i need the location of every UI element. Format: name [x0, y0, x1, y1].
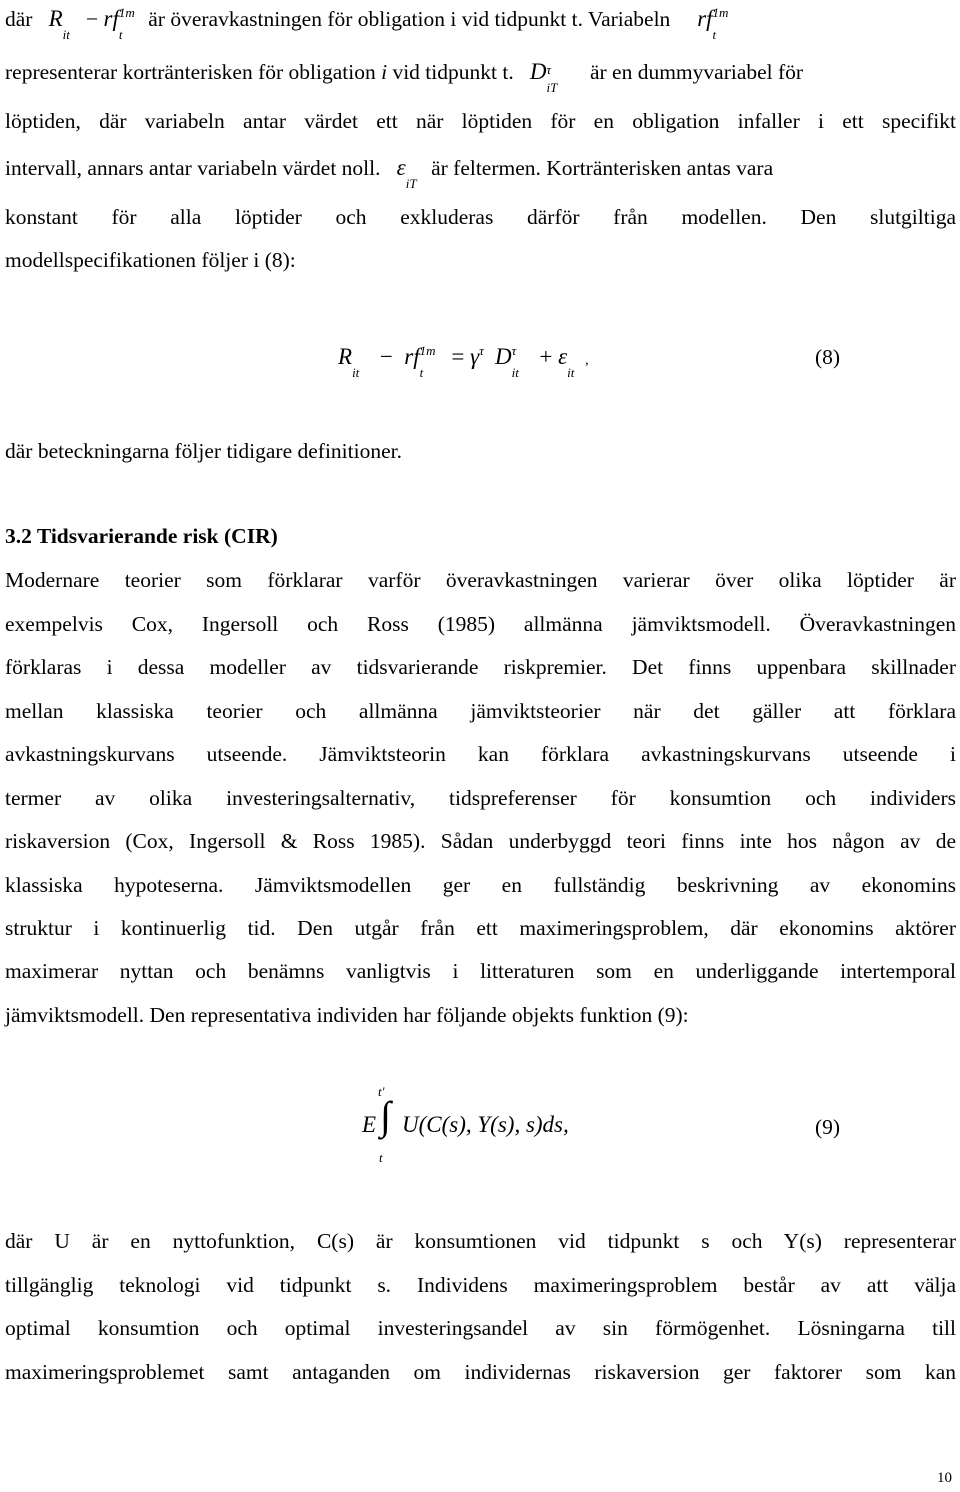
math-minus: − — [86, 7, 99, 31]
math-sup-1m: 1m — [712, 5, 729, 20]
math-E: E — [362, 1112, 377, 1137]
math-equals: = — [451, 344, 465, 369]
para1-line5: konstant för alla löptider och exkluderas därför från modellen. Den slutgiltiga — [5, 205, 956, 229]
math-sup-tau: τ — [479, 343, 484, 358]
text: är överavkastningen för obligation i vid tidpunkt t. Variabeln — [148, 7, 671, 31]
section-heading: 3.2 Tidsvarierande risk (CIR) — [5, 524, 278, 548]
text: är feltermen. Kortränterisken antas vara — [431, 156, 774, 180]
math-epsilon: ε — [396, 155, 406, 180]
text: är en dummyvariabel för — [589, 60, 804, 84]
math-comma: , — [585, 353, 589, 368]
math-sub-t: t — [419, 365, 424, 380]
math-R: R — [338, 344, 353, 369]
para1-line4: intervall, annars antar variabeln värdet noll. ε iT är feltermen. Kortränterisken antas vara — [5, 155, 774, 191]
math-i: i — [381, 60, 388, 84]
math-sup-1m: 1m — [118, 5, 135, 20]
equation-8 — [338, 343, 589, 380]
math-sub-it: it — [62, 27, 70, 42]
math-sub-it: it — [352, 365, 360, 380]
para3-line: riskaversion (Cox, Ingersoll & Ross 1985). Sådan underbyggd teori finns inte hos någon av de — [5, 829, 956, 853]
para3-line: avkastningskurvans utseende. Jämviktsteorin kan förklara avkastningskurvans utseende i — [5, 742, 956, 766]
para3-line: mellan klassiska teorier och allmänna jämviktsteorier när det gäller att förklara — [5, 699, 956, 723]
math-minus: − — [379, 344, 393, 369]
integral-body: U(C(s), Y(s), s)ds, — [402, 1112, 569, 1137]
equation-9-number: (9) — [815, 1115, 841, 1139]
math-rf: rf — [404, 344, 420, 369]
para3-line: klassiska hypoteserna. Jämviktsmodellen ger en fullständig beskrivning av ekonomins — [5, 873, 956, 897]
integral-sign: ∫ — [380, 1093, 391, 1138]
para4-line: där U är en nyttofunktion, C(s) är konsumtionen vid tidpunkt s och Y(s) representerar — [5, 1229, 956, 1253]
math-sup-tau: τ — [511, 343, 517, 358]
integral-lower-limit: t — [379, 1150, 383, 1165]
math-gamma: γ — [470, 344, 480, 369]
para1-line2: representerar kortränterisken för obligation i vid tidpunkt t. D τ iT är en dummyvariabel för — [5, 59, 804, 95]
math-epsilon: ε — [558, 344, 568, 369]
para3-line: förklaras i dessa modeller av tidsvarierande riskpremier. Det finns uppenbara skillnader — [5, 655, 956, 679]
math-rf: rf — [103, 6, 119, 31]
para4-line: optimal konsumtion och optimal investeringsandel av sin förmögenhet. Lösningarna till — [5, 1316, 956, 1340]
para4-line: tillgänglig teknologi vid tidpunkt s. Individens maximeringsproblem består av att välja — [5, 1273, 956, 1297]
math-sup-tau: τ — [546, 62, 552, 77]
para1-line1 — [5, 5, 737, 42]
para4-line: maximeringsproblemet samt antaganden om individernas riskaversion ger faktorer som kan — [5, 1360, 956, 1384]
math-sub-it: it — [511, 365, 519, 380]
math-D: D — [494, 344, 512, 369]
math-plus: + — [539, 344, 553, 369]
page-number: 10 — [937, 1470, 952, 1486]
text: representerar kortränterisken för obligation — [5, 60, 376, 84]
math-R: R — [48, 6, 63, 31]
math-sub-t: t — [712, 27, 717, 42]
equation-8-number: (8) — [815, 345, 841, 369]
text: vid tidpunkt t. — [392, 60, 514, 84]
para3-line: termer av olika investeringsalternativ, tidspreferenser för konsumtion och individers — [5, 786, 956, 810]
equation-9 — [362, 1080, 702, 1170]
para3-line: Modernare teorier som förklarar varför överavkastningen varierar över olika löptider är — [5, 568, 956, 592]
math-rf: rf — [697, 6, 713, 31]
para1-line3: löptiden, där variabeln antar värdet ett när löptiden för en obligation infaller i ett specifikt — [5, 109, 956, 133]
text: intervall, annars antar variabeln värdet noll. — [5, 156, 381, 180]
para1-line6: modellspecifikationen följer i (8): — [5, 248, 296, 272]
math-sup-1m: 1m — [419, 343, 436, 358]
text: där — [5, 7, 33, 31]
para2-line1: där beteckningarna följer tidigare definitioner. — [5, 439, 402, 463]
para3-line: exempelvis Cox, Ingersoll och Ross (1985) allmänna jämviktsmodell. Överavkastningen — [5, 612, 956, 636]
math-sub-it: it — [567, 365, 575, 380]
math-sub-t: t — [118, 27, 123, 42]
para3-line: maximerar nyttan och benämns vanligtvis i litteraturen som en underliggande intertemporal — [5, 959, 956, 983]
para3-line: struktur i kontinuerlig tid. Den utgår från ett maximeringsproblem, där ekonomins aktörer — [5, 916, 956, 940]
integral-upper-limit: t' — [378, 1084, 385, 1099]
math-D: D — [529, 59, 547, 84]
para3-line: jämviktsmodell. Den representativa individen har följande objekts funktion (9): — [5, 1003, 689, 1027]
